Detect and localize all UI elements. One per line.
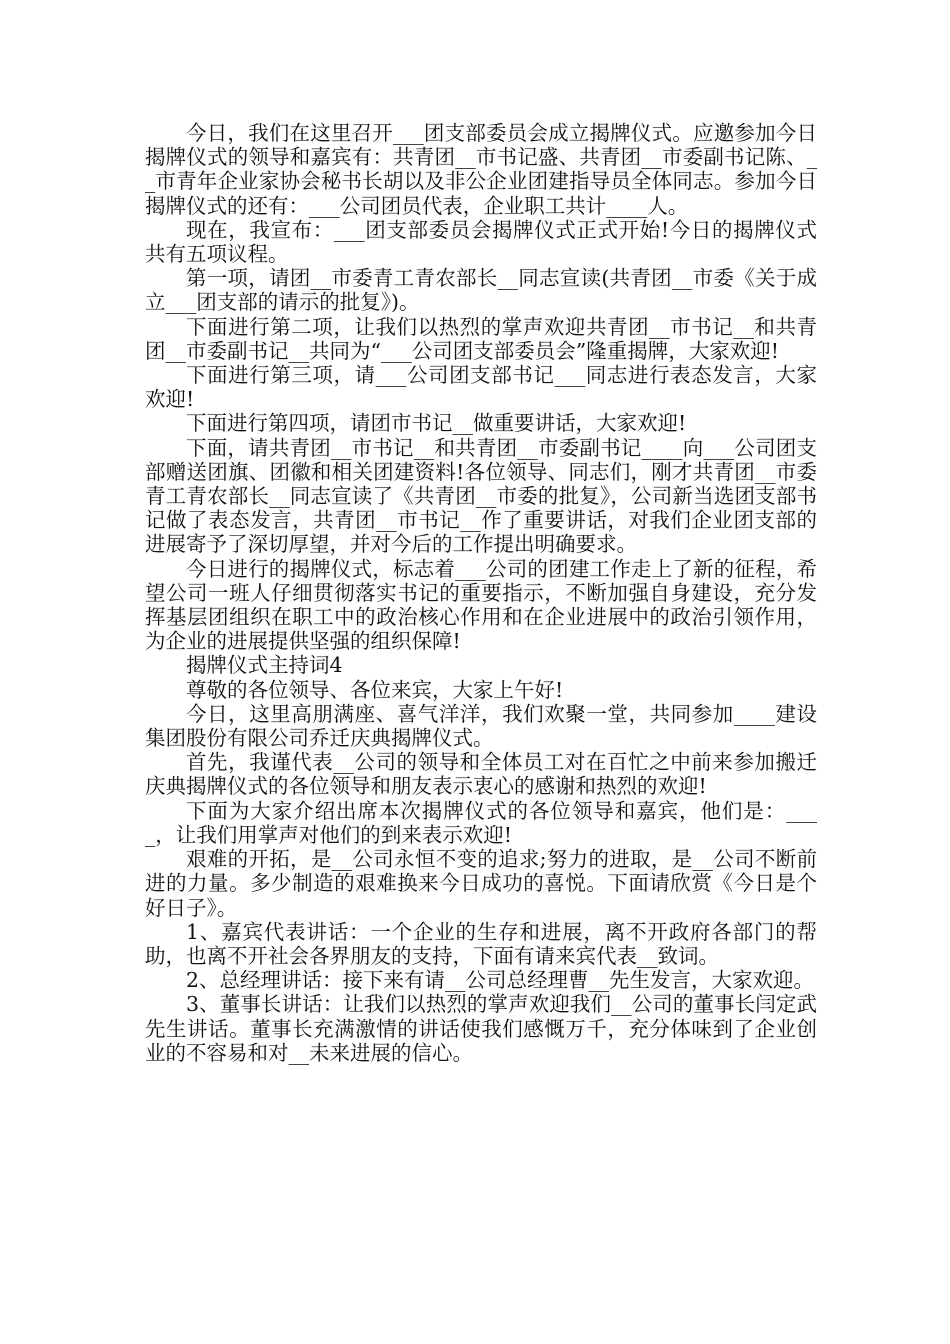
paragraph-agenda-3: 下面进行第三项，请___公司团支部书记___同志进行表态发言，大家欢迎! xyxy=(145,363,817,412)
section-heading: 揭牌仪式主持词4 xyxy=(186,653,343,678)
paragraph-greeting: 尊敬的各位领导、各位来宾，大家上午好! xyxy=(186,677,564,702)
paragraph-item-1: 1、嘉宾代表讲话：一个企业的生存和进展，离不开政府各部门的帮助，也离不开社会各界朋友的支持，下面有请来宾代表__致词。 xyxy=(145,919,817,968)
document-body xyxy=(145,121,817,1065)
paragraph-item-2: 2、总经理讲话：接下来有请__公司总经理曹__先生发言，大家欢迎。 xyxy=(186,968,815,993)
paragraph-announcement: 现在，我宣布：___团支部委员会揭牌仪式正式开始!今日的揭牌仪式共有五项议程。 xyxy=(145,217,817,267)
paragraph-thanks: 首先，我谨代表__公司的领导和全体员工对在百忙之中前来参加搬迁庆典揭牌仪式的各位领导和朋友表示衷心的感谢和热烈的欢迎! xyxy=(145,750,817,799)
paragraph-agenda-5: 下面，请共青团__市书记__和共青团__市委副书记____向___公司团支部赠送团旗、团徽和相关团建资料!各位领导、同志们，刚才共青团__市委青工青农部长__同志宣读了《共青团__市委的批复》，公司新当选团支部书记做了表态发言，共青团__市书记__作了重要讲话，对我们企业团支部的进展寄予了深切厚望，并对今后的工作提出明确要求。 xyxy=(145,435,817,557)
paragraph-guests: 下面为大家介绍出席本次揭牌仪式的各位领导和嘉宾，他们是：____，让我们用掌声对他们的到来表示欢迎! xyxy=(145,798,817,847)
paragraph-intro: 今日，这里高朋满座、喜气洋洋，我们欢聚一堂，共同参加____建设集团股份有限公司乔迁庆典揭牌仪式。 xyxy=(145,701,817,751)
paragraph-closing: 今日进行的揭牌仪式，标志着___公司的团建工作走上了新的征程，希望公司一班人仔细贯彻落实书记的重要指示，不断加强自身建设，充分发挥基层团组织在职工中的政治核心作用和在企业进展中的政治引领作用，为企业的进展提供坚强的组织保障! xyxy=(145,556,817,654)
paragraph-pursuit: 艰难的开拓，是__公司永恒不变的追求;努力的进取，是__公司不断前进的力量。多少制造的艰难换来今日成功的喜悦。下面请欣赏《今日是个好日子》。 xyxy=(145,847,817,920)
paragraph-agenda-4: 下面进行第四项，请团市书记__做重要讲话，大家欢迎! xyxy=(186,411,687,436)
paragraph-opening: 今日，我们在这里召开___团支部委员会成立揭牌仪式。应邀参加今日揭牌仪式的领导和嘉宾有：共青团__市书记盛、共青团__市委副书记陈、__市青年企业家协会秘书长胡以及非公企业团建指导员全体同志。参加今日揭牌仪式的还有：___公司团员代表，企业职工共计____人。 xyxy=(145,121,817,218)
paragraph-agenda-1: 第一项，请团__市委青工青农部长__同志宣读(共青团__市委《关于成立___团支部的请示的批复》)。 xyxy=(145,266,817,315)
paragraph-agenda-2: 下面进行第二项，让我们以热烈的掌声欢迎共青团__市书记__和共青团__市委副书记__共同为“___公司团支部委员会”隆重揭牌，大家欢迎! xyxy=(145,314,817,363)
paragraph-item-3: 3、董事长讲话：让我们以热烈的掌声欢迎我们__公司的董事长闫定武先生讲话。董事长充满激情的讲话使我们感慨万千，充分体味到了企业创业的不容易和对__未来进展的信心。 xyxy=(145,992,817,1065)
